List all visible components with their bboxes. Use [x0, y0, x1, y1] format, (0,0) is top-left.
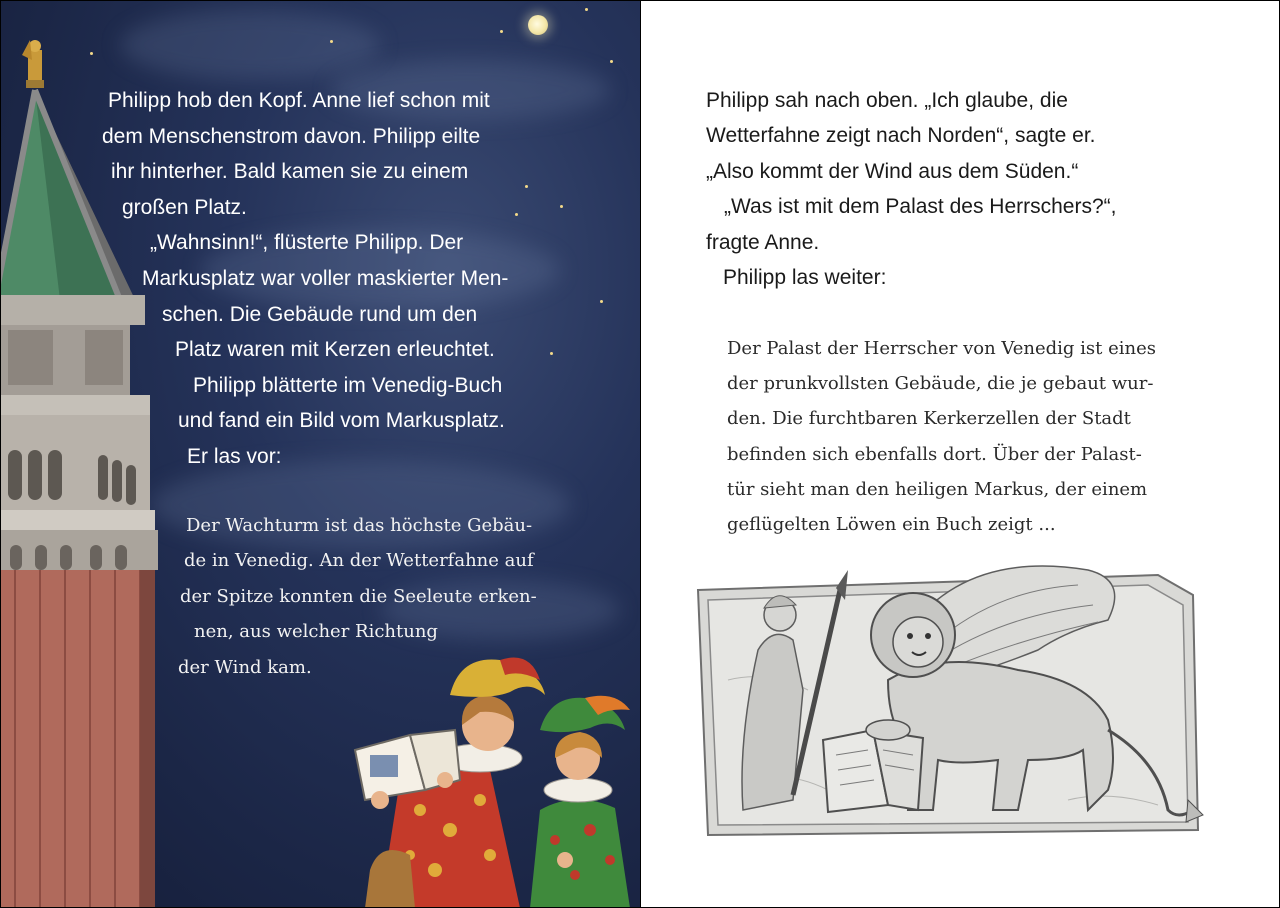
text-line: „Wahnsinn!“, flüsterte Philipp. Der: [150, 231, 464, 255]
star: [330, 40, 333, 43]
quote-line: geflügelten Löwen ein Buch zeigt ...: [727, 514, 1056, 536]
star: [600, 300, 603, 303]
quote-line: nen, aus welcher Richtung: [194, 621, 438, 643]
star: [610, 60, 613, 63]
text-line: „Was ist mit dem Palast des Herrschers?“,: [724, 195, 1117, 219]
quote-line: befinden sich ebenfalls dort. Über der Palast-: [727, 443, 1142, 465]
right-book-quote: [727, 331, 1156, 542]
quote-line: Der Palast der Herrscher von Venedig ist eines: [727, 338, 1157, 359]
text-line: Philipp sah nach oben. „Ich glaube, die: [706, 89, 1068, 112]
quote-line: de in Venedig. An der Wetterfahne auf: [184, 550, 534, 572]
text-line: Platz waren mit Kerzen erleuchtet.: [175, 338, 495, 362]
text-line: Philipp hob den Kopf. Anne lief schon mit: [108, 89, 490, 112]
text-line: „Also kommt der Wind aus dem Süden.“: [706, 159, 1079, 183]
text-line: ihr hinterher. Bald kamen sie zu einem: [111, 160, 469, 184]
golden-angel-icon: [22, 40, 44, 88]
quote-line: tür sieht man den heiligen Markus, der einem: [727, 478, 1148, 500]
star: [585, 8, 588, 11]
quote-line: der prunkvollsten Gebäude, die je gebaut wur-: [727, 373, 1154, 395]
text-line: Philipp blätterte im Venedig-Buch: [193, 373, 503, 397]
star: [500, 30, 503, 33]
star: [550, 352, 553, 355]
quote-line: der Spitze konnten die Seeleute erken-: [180, 585, 537, 607]
quote-line: der Wind kam.: [178, 656, 312, 678]
text-line: dem Menschenstrom davon. Philipp eilte: [102, 124, 481, 148]
quote-line: Der Wachturm ist das höchste Gebäu-: [186, 515, 533, 536]
quote-line: den. Die furchtbaren Kerkerzellen der Stadt: [727, 408, 1131, 430]
text-line: Er las vor:: [187, 444, 282, 468]
text-line: Markusplatz war voller maskierter Men-: [142, 266, 509, 290]
text-line: Philipp las weiter:: [723, 266, 887, 290]
star: [560, 205, 563, 208]
text-line: fragte Anne.: [706, 230, 820, 254]
left-main-text: [102, 83, 509, 475]
moon: [528, 15, 548, 35]
star: [515, 213, 518, 216]
right-main-text: [706, 83, 1116, 295]
children-with-book-illustration: [340, 640, 640, 908]
text-line: Wetterfahne zeigt nach Norden“, sagte er.: [706, 124, 1096, 148]
text-line: schen. Die Gebäude rund um den: [162, 302, 478, 326]
star: [525, 185, 528, 188]
text-line: und fand ein Bild vom Markusplatz.: [178, 409, 505, 433]
text-line: großen Platz.: [122, 195, 247, 219]
winged-lion-relief-illustration: [688, 560, 1218, 850]
